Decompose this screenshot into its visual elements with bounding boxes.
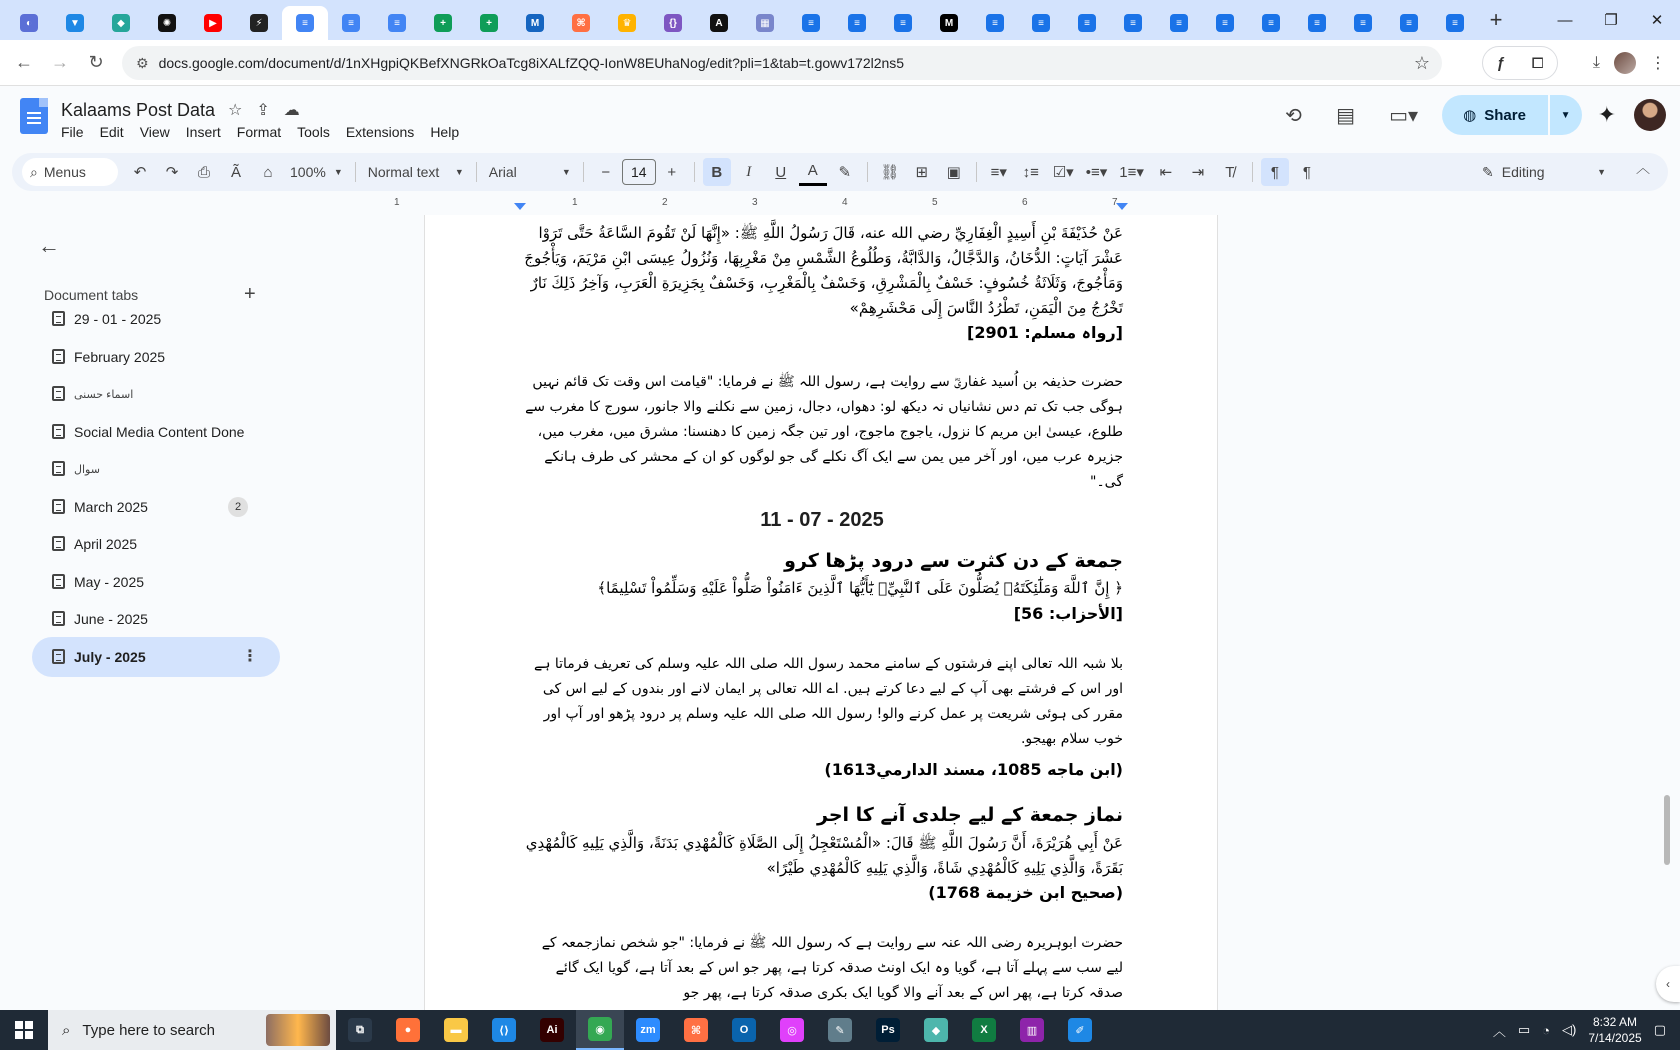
pen-icon: ✎ (828, 1018, 852, 1042)
browser-tab[interactable] (328, 6, 374, 40)
browser-tab[interactable] (1432, 6, 1478, 40)
document-tab[interactable] (32, 299, 280, 339)
date-heading: 11 - 07 - 2025 (760, 509, 884, 531)
google-docs-icon: ≡ (894, 14, 912, 32)
print-icon[interactable]: ⎙ (197, 163, 210, 181)
font-value: Arial (488, 164, 517, 180)
notifications-icon[interactable]: ▢ (1653, 1022, 1666, 1037)
google-docs-icon: ≡ (1400, 14, 1418, 32)
document-tab-label: April 2025 (74, 536, 138, 552)
document-tabs-title: Document tabs (44, 287, 139, 303)
undo-icon[interactable]: ↶ (133, 164, 147, 181)
style-value: Normal text (367, 164, 440, 180)
document-tab[interactable] (32, 337, 280, 377)
align-icon[interactable]: ≡▾ (990, 164, 1007, 181)
crown-icon: ♛ (618, 14, 636, 32)
font-select[interactable] (483, 158, 577, 186)
browser-tab[interactable] (1202, 6, 1248, 40)
taskbar-app[interactable] (864, 1010, 912, 1050)
chrome-icon: ◉ (588, 1017, 612, 1041)
divider (976, 162, 977, 182)
browser-tab[interactable] (190, 6, 236, 40)
ruler-label: 2 (662, 197, 668, 208)
vertical-scrollbar[interactable] (1664, 795, 1670, 865)
comment-icon[interactable]: ⊞ (915, 164, 929, 181)
grid-icon: ▦ (756, 14, 774, 32)
section-heading-1: جمعة کے دن کثرت سے درود پڑھا کرو (784, 550, 1123, 572)
document-icon (52, 649, 65, 664)
document-tab[interactable] (32, 412, 280, 452)
taskbar-app[interactable] (432, 1010, 480, 1050)
document-icon (52, 536, 65, 551)
numbered-list-icon[interactable]: 1≡▾ (1119, 164, 1144, 181)
taskbar-app[interactable] (720, 1010, 768, 1050)
orange-app-icon: ⌘ (572, 14, 590, 32)
search-icon: ⌕ (30, 163, 38, 180)
chevron-down-icon: ▼ (561, 167, 571, 177)
decrease-font-icon[interactable]: − (601, 163, 611, 181)
google-docs-icon: ≡ (1124, 14, 1142, 32)
browser-tab[interactable] (282, 6, 328, 40)
browser-tab[interactable] (880, 6, 926, 40)
google-docs-logo[interactable] (20, 98, 48, 134)
ruler-label: 1 (572, 197, 578, 208)
document-tab-label: 29 - 01 - 2025 (74, 311, 162, 327)
ruler-label: 4 (842, 197, 848, 208)
openai-icon: ✺ (158, 14, 176, 32)
explanation-reference: (ابن ماجه 1085، مسند الدارمي1613) (824, 760, 1123, 779)
header-right (1274, 92, 1680, 138)
taskbar-app[interactable] (672, 1010, 720, 1050)
pencil-icon: ✎ (1482, 163, 1494, 180)
document-tab[interactable] (32, 637, 280, 677)
menu-tools[interactable]: Tools (297, 124, 330, 140)
document-icon (52, 311, 65, 326)
close-icon[interactable]: ✕ (1650, 12, 1664, 29)
profile-avatar[interactable] (1614, 52, 1636, 74)
chevron-down-icon: ▼ (454, 167, 464, 177)
gemini-icon[interactable]: ✦ (1597, 102, 1616, 127)
shield-icon: ▼ (66, 14, 84, 32)
line-spacing-icon[interactable]: ↕≡ (1022, 163, 1039, 181)
rtl-direction-icon[interactable]: ¶ (1261, 158, 1289, 186)
ruler-label: 7 (1112, 197, 1118, 208)
clock[interactable] (1588, 1014, 1641, 1046)
hadith-arabic-1: عَنْ حُذَيْفَةَ بْنِ أَسِيدٍ الْغِفَارِيِّ رضي الله عنه، قَالَ رَسُولُ اللَّهِ ﷺ: «إِنَّهَا لَنْ تَقُومَ السَّاعَةُ حَتَّى تَرَوْا عَشْرَ آيَاتٍ: الدُّخَانُ، وَالدَّجَّالُ، وَالدَّابَّةُ، وَطُلُوعُ الشَّمْسِ مِنْ مَغْرِبِهَا، وَنُزُولُ عِيسَى ابْنِ مَرْيَمَ، وَيَأْجُوجَ وَمَأْجُوجَ، وَثَلَاثَةُ خُسُوفٍ: خَسْفٌ بِالْمَشْرِقِ، وَخَسْفٌ بِالْمَغْرِبِ، وَخَسْفٌ بِجَزِيرَةِ الْعَرَبِ، وَآخِرُ ذَلِكَ نَارٌ تَخْرُجُ مِنَ الْيَمَنِ، تَطْرُدُ النَّاسَ إِلَى مَحْشَرِهِمْ» (524, 224, 1123, 317)
link-icon[interactable]: ⛓ (880, 164, 900, 181)
google-docs-icon: ≡ (802, 14, 820, 32)
document-tab-label: Social Media Content Done (74, 423, 245, 440)
google-docs-icon: ≡ (1262, 14, 1280, 32)
hadith-arabic-2: عَنْ أَبِي هُرَيْرَةَ، أَنَّ رَسُولَ اللَّهِ ﷺ قَالَ: «الْمُسْتَعْجِلُ إِلَى الصَّلَاةِ كَالْمُهْدِي بَدَنَةً، وَالَّذِي يَلِيهِ كَالْمُهْدِي بَقَرَةً، وَالَّذِي يَلِيهِ كَالْمُهْدِي شَاةً، وَالَّذِي يَلِيهِ كَالْمُهْدِي طَيْرًا» (525, 834, 1123, 877)
browser-tab[interactable] (236, 6, 282, 40)
chevron-down-icon: ▼ (1597, 167, 1606, 177)
winrar-icon: ▥ (1020, 1018, 1044, 1042)
document-icon (52, 461, 65, 476)
minimize-icon[interactable]: — (1557, 11, 1573, 29)
zoom-icon: zm (636, 1018, 660, 1042)
browser-tab[interactable] (52, 6, 98, 40)
pen-app-icon: ✐ (1068, 1018, 1092, 1042)
photo-app-icon: ◎ (780, 1018, 804, 1042)
document-icon (52, 424, 65, 439)
address-bar-row (0, 40, 1680, 86)
cube-icon: ◆ (924, 1018, 948, 1042)
document-tab-label: February 2025 (74, 348, 166, 365)
menu-help[interactable]: Help (430, 124, 460, 140)
wifi-icon[interactable]: ◔ (1542, 1022, 1550, 1038)
divider (355, 162, 356, 182)
more-options-icon[interactable]: ⋮ (242, 647, 258, 665)
puzzle-icon[interactable]: ⧠ (1531, 54, 1544, 72)
medium-icon: M (940, 14, 958, 32)
document-title[interactable]: Kalaams Post Data (61, 100, 216, 120)
browser-tab[interactable] (466, 6, 512, 40)
google-docs-icon: ≡ (848, 14, 866, 32)
italic-button[interactable]: I (746, 163, 752, 180)
illustrator-icon: Ai (540, 1018, 564, 1042)
quran-verse: ﴿ إِنَّ ٱللَّهَ وَمَلَٰٓئِكَتَهُۥ يُصَلُّونَ عَلَى ٱلنَّبِيِّۚ يَٰٓأَيُّهَا ٱلَّذِينَ ءَامَنُواْ صَلُّواْ عَلَيْهِ وَسَلِّمُواْ تَسْلِيمًا﴾ (597, 579, 1123, 597)
google-docs-icon: ≡ (1216, 14, 1234, 32)
browser-tab[interactable] (1340, 6, 1386, 40)
browser-tab[interactable] (1156, 6, 1202, 40)
user-avatar[interactable] (1634, 99, 1666, 131)
divider (1252, 162, 1253, 182)
browser-tab[interactable] (788, 6, 834, 40)
left-indent-marker[interactable] (514, 203, 526, 210)
taskbar-app[interactable] (1008, 1010, 1056, 1050)
leaf-icon: ◆ (112, 14, 130, 32)
subtab-count-badge: 2 (228, 497, 248, 517)
url-text: docs.google.com/document/d/1nXHgpiQKBefXNGRkOaTcg8iXALfZQQ-IonW8EUhaNog/edit?pli=1&tab=t.gowv172l2ns5 (158, 55, 905, 71)
script-extension-icon[interactable]: ƒ (1496, 54, 1505, 72)
zoom-value: 100% (290, 164, 326, 180)
divider (867, 162, 868, 182)
document-tabs-sidebar (16, 215, 296, 1010)
ltr-direction-icon[interactable]: ¶ (1302, 163, 1311, 181)
browser-tab[interactable] (972, 6, 1018, 40)
system-tray (1493, 1010, 1680, 1050)
meet-icon[interactable]: ▭▾ (1389, 104, 1419, 127)
toolbar-right (1593, 46, 1680, 80)
ms-icon: M (526, 14, 544, 32)
browser-tab[interactable] (742, 6, 788, 40)
ruler-label: 1 (394, 197, 400, 208)
ruler (394, 197, 1218, 211)
photoshop-icon: Ps (876, 1018, 900, 1042)
ruler-label: 6 (1022, 197, 1028, 208)
taskbar-app[interactable] (1056, 1010, 1104, 1050)
google-docs-icon: ≡ (388, 14, 406, 32)
formatting-toolbar (12, 153, 1668, 191)
google-docs-icon: ≡ (1354, 14, 1372, 32)
zoom-select[interactable] (284, 158, 349, 186)
taskbar-app[interactable] (768, 1010, 816, 1050)
document-tab[interactable] (32, 487, 280, 527)
document-icon (52, 499, 65, 514)
bolt-icon: ⚡ (250, 14, 268, 32)
browser-menu-icon[interactable]: ⋮ (1650, 55, 1666, 72)
browser-tab[interactable] (1248, 6, 1294, 40)
version-history-icon[interactable]: ⟲ (1285, 104, 1302, 127)
site-info-icon[interactable]: ⚙ (136, 54, 149, 71)
redo-icon[interactable]: ↷ (165, 164, 179, 181)
menu-bar (61, 124, 459, 140)
menu-extensions[interactable]: Extensions (345, 124, 415, 140)
network-icon[interactable]: ▭ (1517, 1022, 1531, 1037)
share-dropdown-icon[interactable]: ▼ (1550, 95, 1582, 135)
orange-app-icon: ⌘ (684, 1018, 708, 1042)
taskbar-app[interactable] (960, 1010, 1008, 1050)
google-sheets-icon: + (434, 14, 452, 32)
browser-tab[interactable] (604, 6, 650, 40)
taskbar-app[interactable] (624, 1010, 672, 1050)
document-tab[interactable] (32, 562, 280, 602)
document-tab[interactable] (32, 449, 280, 489)
bookmark-star-icon[interactable]: ☆ (1413, 52, 1430, 73)
json-icon: {} (664, 14, 682, 32)
taskbar-app[interactable] (480, 1010, 528, 1050)
section-heading-2: نماز جمعة کے لیے جلدی آنے کا اجر (817, 804, 1123, 826)
search-icon: ⌕ (62, 1021, 71, 1039)
browser-tabs (6, 0, 1478, 40)
clear-formatting-icon[interactable]: T̸ (1225, 163, 1235, 181)
google-docs-icon: ≡ (1446, 14, 1464, 32)
restore-icon[interactable]: ❐ (1604, 12, 1618, 29)
menu-view[interactable]: View (139, 124, 170, 140)
taskbar-apps (336, 1010, 1104, 1050)
increase-font-icon[interactable]: + (667, 163, 677, 181)
cloud-status-icon[interactable]: ☁ (283, 102, 300, 119)
taskbar-app[interactable] (336, 1010, 384, 1050)
taskbar-app[interactable] (384, 1010, 432, 1050)
image-icon[interactable]: ▣ (946, 164, 961, 181)
document-icon (52, 386, 65, 401)
menu-format[interactable]: Format (236, 124, 282, 140)
browser-tab[interactable] (420, 6, 466, 40)
clock-time: 8:32 AM (1592, 1015, 1638, 1029)
browser-tab[interactable] (1386, 6, 1432, 40)
youtube-icon: ▶ (204, 14, 222, 32)
ruler-label: 5 (932, 197, 938, 208)
style-select[interactable] (362, 158, 470, 186)
hadith-urdu-1: حضرت حذیفہ بن اُسید غفاریؓ سے روایت ہے، رسول اللہ ﷺ نے فرمایا: "قیامت اس وقت تک قائم نہیں ہوگی جب تک تم دس نشانیاں نہ دیکھ لو: دھواں، دجال، زمین سے نکلنے والا جانور، سورج کا مغرب سے طلوع، عیسیٰ ابن مریم کا نزول، یاجوج ماجوج، اور تین جگہ زمین کا دھنسنا: مشرق میں، مغرب میں، جزیرہ عرب میں، اور آخر میں یمن سے ایک آگ نکلے گی جو لوگوں کو ان کے محشر کی طرف ہانکے گی۔" (525, 374, 1123, 490)
spellcheck-icon[interactable]: Ã (230, 163, 241, 181)
paint-format-icon[interactable]: ⌂ (263, 163, 273, 181)
browser-tab[interactable] (374, 6, 420, 40)
move-icon[interactable]: ⇪ (256, 102, 270, 119)
collapse-toolbar-icon[interactable]: ︿ (1636, 160, 1650, 176)
firefox-icon: ● (396, 1018, 420, 1042)
document-page[interactable] (424, 215, 1218, 1010)
google-docs-icon: ≡ (1032, 14, 1050, 32)
google-docs-icon: ≡ (986, 14, 1004, 32)
google-docs-icon: ≡ (296, 14, 314, 32)
bold-button[interactable]: B (703, 158, 731, 186)
taskbar-search[interactable] (48, 1010, 336, 1050)
back-icon[interactable]: ← (15, 52, 33, 72)
menu-edit[interactable]: Edit (99, 124, 124, 140)
share-button[interactable] (1442, 95, 1548, 135)
divider (694, 162, 695, 182)
document-tab-label: June - 2025 (74, 611, 148, 627)
hadith-reference-2: (صحيح ابن خزيمة 1768) (928, 883, 1123, 902)
document-icon (52, 349, 65, 364)
volume-icon[interactable]: ◁) (1561, 1022, 1577, 1037)
browser-tab[interactable] (650, 6, 696, 40)
bulleted-list-icon[interactable]: •≡▾ (1085, 164, 1108, 181)
browser-tab[interactable] (1064, 6, 1110, 40)
browser-tab[interactable] (1294, 6, 1340, 40)
browser-tab[interactable] (98, 6, 144, 40)
browser-tab-strip (0, 0, 1680, 40)
browser-tab[interactable] (1110, 6, 1156, 40)
url-bar[interactable] (122, 46, 1442, 80)
ai-icon: A (710, 14, 728, 32)
taskbar-app[interactable] (528, 1010, 576, 1050)
windows-taskbar (0, 1010, 1680, 1050)
quran-reference: [الأحزاب: 56] (1013, 604, 1123, 623)
file-explorer-icon: ▬ (444, 1018, 468, 1042)
document-tab-label: سوال (74, 463, 100, 476)
google-sheets-icon: + (480, 14, 498, 32)
menu-insert[interactable]: Insert (185, 124, 221, 140)
browser-tab[interactable] (926, 6, 972, 40)
new-tab-button[interactable]: + (1489, 7, 1503, 32)
decrease-indent-icon[interactable]: ⇤ (1159, 164, 1173, 181)
editing-label: Editing (1501, 164, 1545, 180)
urdu-explanation: بلا شبہ اللہ تعالی اپنے فرشتوں کے سامنے محمد رسول اللہ صلی اللہ علیہ وسلم کی تعریف فرماتا ہے اور اس کے فرشتے بھی آپ کے لیے دعا کرتے ہیں. اے اللہ تعالی پر ایمان لانے اور بندوں کے لیے اس کی مقرر کی ہوئی شریعت پر عمل کرنے والو! رسول اللہ صلی اللہ علیہ وسلم پر درود پڑھو اور آپ اور خوب سلام بھیجو. (533, 656, 1123, 747)
clock-date: 7/14/2025 (1588, 1031, 1642, 1045)
back-arrow-icon[interactable]: ← (38, 233, 60, 258)
document-tab-label: March 2025 (74, 498, 148, 515)
document-tab[interactable] (32, 599, 280, 639)
browser-tab[interactable] (696, 6, 742, 40)
extensions-group (1482, 46, 1558, 80)
divider (583, 162, 584, 182)
text-color-icon[interactable]: A (799, 158, 827, 186)
browser-tab[interactable] (834, 6, 880, 40)
chevron-up-icon[interactable]: ︿ (1492, 1023, 1506, 1039)
document-tab[interactable] (32, 524, 280, 564)
document-tab[interactable] (32, 374, 280, 414)
browser-tab[interactable] (558, 6, 604, 40)
google-docs-icon: ≡ (342, 14, 360, 32)
download-icon[interactable]: ⤓ (1592, 54, 1600, 71)
browser-tab[interactable] (6, 6, 52, 40)
google-docs-icon: ≡ (1170, 14, 1188, 32)
browser-tab[interactable] (1018, 6, 1064, 40)
checklist-icon[interactable]: ☑▾ (1052, 164, 1074, 181)
search-highlight-image (266, 1014, 330, 1046)
windows-logo-icon (15, 1021, 33, 1039)
underline-button[interactable]: U (775, 163, 787, 181)
side-panel-toggle-icon[interactable]: ‹ (1656, 966, 1680, 1002)
window-controls (1542, 0, 1680, 40)
document-icon (52, 574, 65, 589)
font-size-input[interactable]: 14 (622, 159, 656, 185)
add-tab-button[interactable]: + (244, 283, 256, 305)
task-view-icon: ⧉ (348, 1018, 372, 1042)
hadith-urdu-2: حضرت ابوہریرہ رضی اللہ عنہ سے روایت ہے کہ رسول اللہ ﷺ نے فرمایا: "جو شخص نمازجمعہ کے لیے سب سے پہلے آتا ہے، گویا وہ ایک اونٹ صدقہ کرتا ہے، پھر جو اس کے بعد آتا ہے، گویا ایک گائے صدقہ کرتا ہے، پھر اس کے بعد آنے والا گویا ایک بکری صدقہ کرتا ہے، پھر جو (541, 935, 1123, 1001)
browser-tab[interactable] (144, 6, 190, 40)
cube-icon: ◐ (20, 14, 38, 32)
forward-icon[interactable]: → (51, 52, 69, 72)
menu-file[interactable]: File (61, 124, 84, 140)
increase-indent-icon[interactable]: ⇥ (1191, 164, 1205, 181)
reload-icon[interactable]: ↻ (88, 52, 104, 72)
editing-mode-select[interactable] (1482, 158, 1606, 186)
title-actions (228, 100, 300, 120)
document-tab-label: اسماء حسنی (74, 388, 134, 401)
highlight-icon[interactable]: ✎ (838, 164, 852, 181)
start-button[interactable] (0, 1010, 48, 1050)
document-tab-label: July - 2025 (74, 648, 146, 665)
taskbar-app[interactable] (816, 1010, 864, 1050)
document-tab-label: May - 2025 (74, 573, 145, 590)
taskbar-app[interactable] (576, 1010, 624, 1050)
menus-label: Menus (43, 164, 86, 180)
document-icon (52, 611, 65, 626)
taskbar-search-placeholder: Type here to search (82, 1021, 215, 1039)
share-label: Share (1484, 106, 1526, 124)
browser-tab[interactable] (512, 6, 558, 40)
vscode-icon: ⟨⟩ (492, 1018, 516, 1042)
comments-icon[interactable]: ▤ (1336, 104, 1356, 127)
google-docs-icon: ≡ (1308, 14, 1326, 32)
menus-search[interactable] (22, 158, 118, 186)
divider (476, 162, 477, 182)
docs-header (0, 86, 1680, 148)
star-icon[interactable]: ☆ (228, 102, 243, 119)
hadith-reference-1: [رواہ مسلم: 2901] (967, 323, 1123, 342)
outlook-icon: O (732, 1018, 756, 1042)
chevron-down-icon: ▼ (333, 167, 343, 177)
excel-icon: X (972, 1018, 996, 1042)
google-docs-icon: ≡ (1078, 14, 1096, 32)
ruler-label: 3 (752, 197, 758, 208)
globe-icon: ◍ (1463, 107, 1477, 124)
taskbar-app[interactable] (912, 1010, 960, 1050)
